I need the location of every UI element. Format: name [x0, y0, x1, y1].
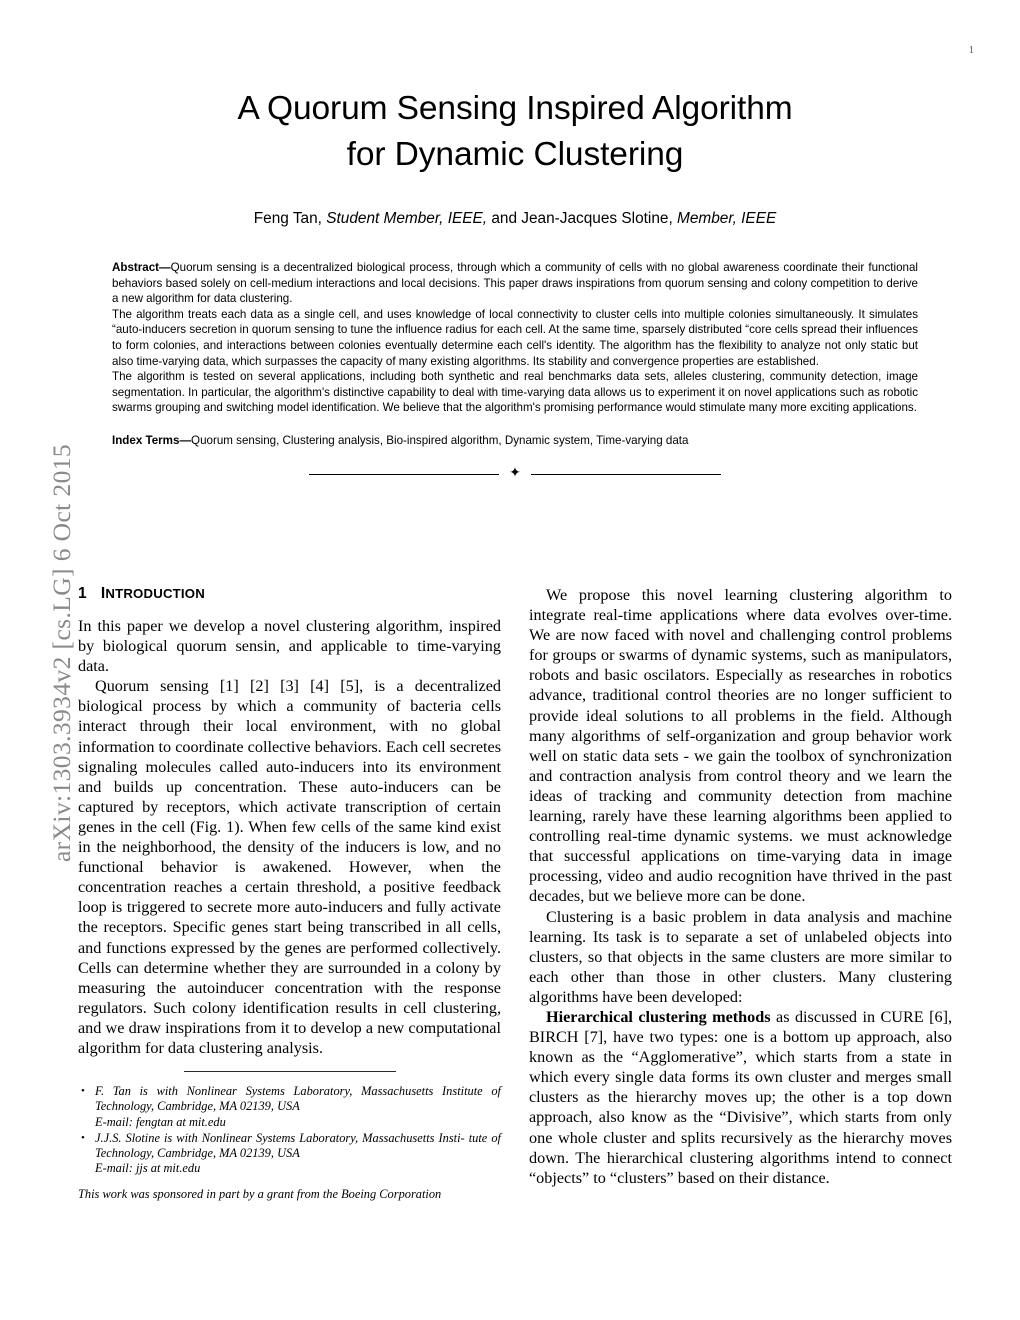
right-paragraph-2: Clustering is a basic problem in data analysis and machine learning. Its task is to separate a set of unlabeled objects into clusters, so that objects in the same clusters are more similar to each other than those in other clusters. Many clustering algorithms have been developed: — [529, 907, 952, 1006]
arxiv-identifier-stamp: arXiv:1303.3934v2 [cs.LG] 6 Oct 2015 — [47, 443, 76, 863]
footnote-2-line-2: tute of Technology, Cambridge, MA 02139, USA — [95, 1130, 501, 1160]
index-terms-text: Quorum sensing, Clustering analysis, Bio-inspired algorithm, Dynamic system, Time-varying data — [191, 433, 689, 447]
author-name-2: and Jean-Jacques Slotine, — [491, 210, 673, 227]
footnote-item-author-1 — [95, 1084, 501, 1129]
author-line — [78, 209, 952, 229]
footnote-2-email: E-mail: jjs at mit.edu — [95, 1160, 201, 1175]
diamond-ornament-icon: ✦ — [509, 465, 521, 481]
index-terms-block — [112, 433, 918, 449]
footnote-list — [78, 1084, 501, 1176]
footnote-rule — [184, 1071, 396, 1072]
section-title-initial: I — [100, 585, 106, 602]
abstract-text-1: Quorum sensing is a decentralized biological process, through which a community of cells with no global awareness coordinate their functional behaviors based solely on cell-medium interactions and local decisions. This paper draws inspirations from quorum sensing and colony competition to derive a new algorithm for data clustering. — [112, 261, 918, 306]
abstract-paragraph-1 — [112, 260, 918, 307]
divider-rule-right — [531, 474, 721, 475]
section-title-rest: NTRODUCTION — [105, 586, 205, 601]
author-membership-2: Member, IEEE — [677, 210, 777, 227]
author-name-1: Feng Tan, — [253, 210, 322, 227]
footnote-1-line-2: Technology, Cambridge, MA 02139, USA — [95, 1099, 300, 1114]
footnote-block — [78, 1071, 501, 1202]
footnote-item-author-2 — [95, 1131, 501, 1176]
abstract-block — [112, 260, 918, 416]
right-paragraph-3-text: as discussed in CURE [6], BIRCH [7], have two types: one is a bottom up approach, also known as the “Agglomerative”, which starts from a state in which every single data forms its own cluster and merges small clusters as the hierarchy moves up; the other is a top down approach, also know as the “Divisive”, which starts from only one whole cluster and splits recursively as the hierarchy moves down. The hierarchical clustering algorithms intend to connect “objects” to “clusters” based on their distance. — [529, 1007, 953, 1187]
abstract-paragraph-3: The algorithm is tested on several applications, including both synthetic and real benchmarks data sets, alleles clustering, community detection, image segmentation. In particular, the algorithm's distinctive capability to deal with time-varying data allows us to experiment it on novel applications such as robotic swarms grouping and switching model identification. We believe that the algorithm's promising performance would stimulate many more exciting applications. — [112, 370, 918, 415]
footnote-2-line-1: J.J.S. Slotine is with Nonlinear Systems Laboratory, Massachusetts Insti- — [95, 1130, 465, 1145]
section-heading-introduction — [78, 585, 501, 603]
abstract-label: Abstract— — [112, 261, 171, 274]
paper-title-line-2: for Dynamic Clustering — [346, 136, 684, 173]
funding-note: This work was sponsored in part by a grant from the Boeing Corporation — [78, 1186, 442, 1201]
left-paragraph-1: In this paper we develop a novel clustering algorithm, inspired by biological quorum sensin, and applicable to time-varying data. — [78, 617, 501, 676]
page-number: 1 — [968, 44, 974, 56]
author-membership-1: Student Member, IEEE, — [326, 210, 488, 227]
title-block — [78, 0, 952, 229]
right-paragraph-1: We propose this novel learning clustering algorithm to integrate real-time applications where data evolves over-time. We are now faced with novel and challenging control problems for groups or swarms of dynamic systems, such as manipulators, robots and basic oscilators. Especially as researches in robotics advance, traditional control theories are no longer sufficient to provide ideal solutions to all problems in the field. Although many algorithms of self-organization and group behavior work well on static data sets - we gain the toolbox of synchronization and contraction analysis from control theory and we learn the ideas of tracking and community detection from machine learning, rarely have these learning algorithms been applied to controlling real-time dynamic systems. we must acknowledge that successful applications on time-varying data in image processing, video and audio recognition have thrived in the past decades, but we believe more can be done. — [529, 586, 952, 906]
right-column — [529, 585, 952, 1260]
two-column-body — [78, 585, 952, 1260]
left-paragraph-2: Quorum sensing [1] [2] [3] [4] [5], is a decentralized biological process by which a community of bacteria cells interact through their local environment, with no global information to coordinate collective behaviors. Each cell secretes signaling molecules called auto-inducers into its environment and builds up concentration. These auto-inducers can be captured by receptors, which activate transcription of certain genes in the cell (Fig. 1). When few cells of the same kind exist in the neighborhood, the density of the inducers is low, and no functional behavior is awakened. However, when the concentration reaches a certain threshold, a positive feedback loop is triggered to secrete more auto-inducers and fully activate the receptors. Specific genes start being transcribed in all cells, and functions expressed by the genes are performed collectively. Cells can determine whether they are surrounded in a colony by measuring the autoinducer concentration with the response regulators. Such colony identification results in cell clustering, and we draw inspirations from it to develop a new computational algorithm for data clustering analysis. — [78, 677, 501, 1057]
right-paragraph-3 — [529, 1007, 952, 1188]
abstract-paragraph-2: The algorithm treats each data as a single cell, and uses knowledge of local connectivity to cluster cells into multiple colonies simultaneously. It simulates “auto-inducers secretion in quorum sensing to tune the influence radius for each cell. At the same time, sparsely distributed “core cells spread their influences to form colonies, and interactions between colonies eventually determine each cell's identity. The algorithm has the flexibility to analyze not only static but also time-varying data, which surpasses the capacity of many existing algorithms. Its stability and convergence properties are established. — [112, 307, 918, 368]
divider-rule-left — [309, 474, 499, 475]
paper-page — [78, 0, 952, 1320]
hierarchical-clustering-term: Hierarchical clustering methods — [546, 1007, 771, 1026]
footnote-1-line-1: F. Tan is with Nonlinear Systems Laboratory, Massachusetts Institute of — [95, 1084, 501, 1099]
paper-title-line-1: A Quorum Sensing Inspired Algorithm — [237, 90, 793, 127]
footnote-1-email: E-mail: fengtan at mit.edu — [95, 1114, 226, 1129]
section-number: 1 — [78, 585, 87, 602]
section-divider — [295, 465, 735, 482]
left-column — [78, 585, 501, 1260]
index-terms-label: Index Terms— — [112, 433, 192, 447]
